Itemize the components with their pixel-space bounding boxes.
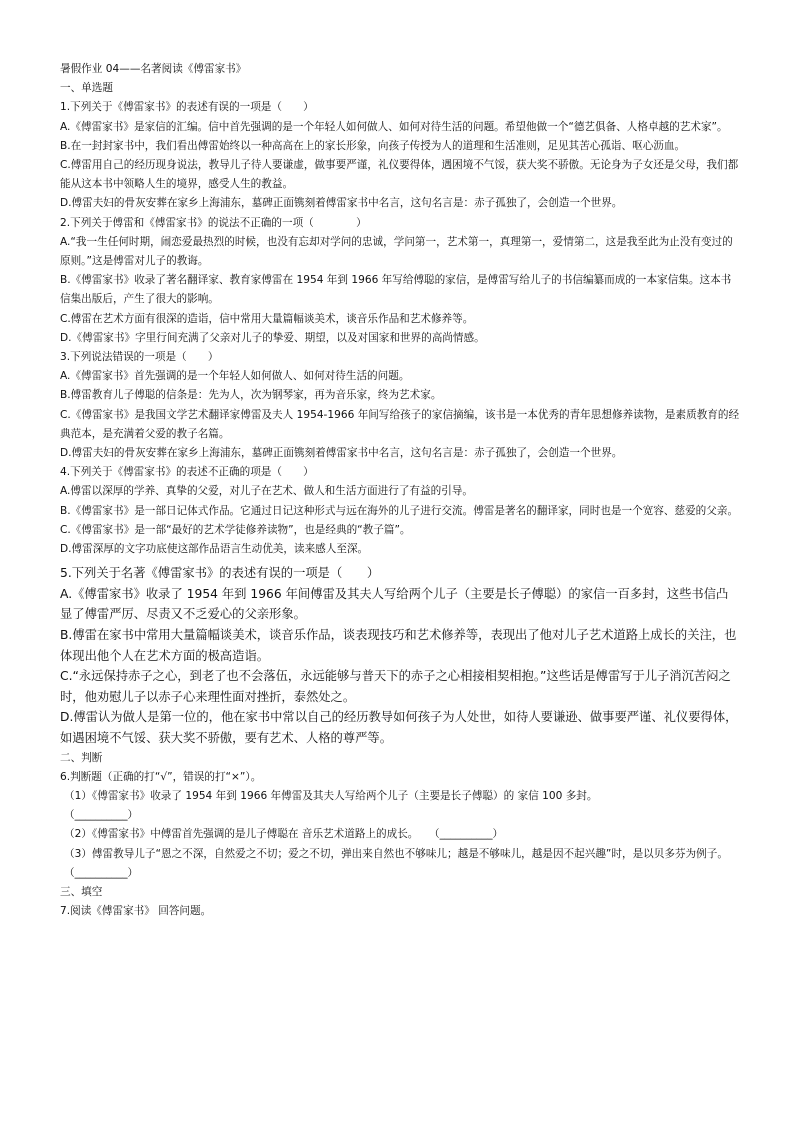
- option-d: D.傅雷夫妇的骨灰安葬在家乡上海浦东，墓碑正面镌刻着傅雷家书中名言，这句名言是：赤子孤独了，会创造一个世界。: [60, 197, 623, 210]
- option-c: C.《傅雷家书》是一部“最好的艺术学徒修养读物”，也是经典的“教子篇”。: [60, 523, 411, 536]
- worksheet-page: [60, 60, 744, 921]
- option-d: D.傅雷深厚的文字功底使这部作品语言生动优美，读来感人至深。: [60, 543, 369, 556]
- option-d: D.《傅雷家书》字里行间充满了父亲对儿子的挚爱、期望，以及对国家和世界的高尚情感。: [60, 331, 485, 344]
- option-d: D.傅雷认为做人是第一位的，他在家书中常以自己的经历教导如何孩子为人处世，如待人要谦逊、做事要严谨、礼仪要得体，如遇困境不气馁、获大奖不骄傲，要有艺术、人格的尊严等。: [60, 710, 738, 746]
- question-stem: 2.下列关于傅雷和《傅雷家书》的说法不正确的一项（ ）: [60, 216, 367, 229]
- question-stem: 3.下列说法错误的一项是（ ）: [60, 351, 219, 364]
- question-stem: 4.下列关于《傅雷家书》的表述不正确的项是（ ）: [60, 466, 314, 479]
- question-stem: 6.判断题（正确的打“√”，错误的打“×”）。: [60, 770, 262, 783]
- option-a: A.傅雷以深厚的学养、真挚的父爱，对儿子在艺术、做人和生活方面进行了有益的引导。: [60, 485, 473, 498]
- option-c: C.傅雷用自己的经历现身说法，教导儿子待人要谦虚，做事要严谨，礼仪要得体，遇困境不气馁，获大奖不骄傲。无论身为子女还是父母，我们都能从这本书中领略人生的境界，感受人生的教益。: [60, 159, 739, 191]
- option-c: C.《傅雷家书》是我国文学艺术翻译家傅雷及夫人 1954-1966 年间写给孩子的家信摘编，该书是一本优秀的青年思想修养读物，是素质教育的经典范本，是充满着父爱的教子名篇。: [60, 408, 740, 440]
- section-heading: 三、填空: [60, 886, 103, 899]
- question-stem: 1.下列关于《傅雷家书》的表述有误的一项是（ ）: [60, 101, 314, 114]
- section-heading: 一、单选题: [60, 82, 113, 95]
- option-c: C.傅雷在艺术方面有很深的造诣，信中常用大量篇幅谈美术，谈音乐作品和艺术修养等。: [60, 312, 474, 325]
- option-a: A.《傅雷家书》首先强调的是一个年轻人如何做人、如何对待生活的问题。: [60, 370, 410, 383]
- question-stem: 7.阅读《傅雷家书》 回答问题。: [60, 905, 212, 918]
- option-b: B.傅雷教育儿子傅聪的信条是：先为人，次为钢琴家，再为音乐家，终为艺术家。: [60, 389, 442, 402]
- option-c: C.“永远保持赤子之心，到老了也不会落伍，永远能够与普天下的赤子之心相接相契相抱。”这些话是傅雷写于儿子消沉苦闷之时，他劝慰儿子以赤子心来理性面对挫折，泰然处之。: [60, 669, 731, 704]
- option-b: B.傅雷在家书中常用大量篇幅谈美术，谈音乐作品，谈表现技巧和艺术修养等，表现出了他对儿子艺术道路上成长的关注，也体现出他个人在艺术方面的极高造诣。: [60, 628, 737, 663]
- judgment-item-1: （1）《傅雷家书》收录了 1954 年到 1966 年傅雷及其夫人写给两个儿子（主要是长子傅聪）的 家信 100 多封。: [64, 790, 598, 803]
- option-b: B.《傅雷家书》收录了著名翻译家、教育家傅雷在 1954 年到 1966 年写给傅聪的家信，是傅雷写给儿子的书信编纂而成的一本家信集。这本书信集出版后，产生了很大的影响。: [60, 274, 732, 306]
- option-a: A.《傅雷家书》收录了 1954 年到 1966 年间傅雷及其夫人写给两个儿子（主要是长子傅聪）的家信一百多封，这些书信凸显了傅雷严厉、尽责又不乏爱心的父亲形象。: [60, 586, 729, 622]
- worksheet-title: 暑假作业 04——名著阅读《傅雷家书》: [60, 63, 247, 75]
- option-b: B.在一封封家书中，我们看出傅雷始终以一种高高在上的家长形象，向孩子传授为人的道理和生活准则，足见其苦心孤诣、呕心沥血。: [60, 139, 686, 152]
- section-heading: 二、判断: [60, 751, 103, 764]
- answer-blank[interactable]: （__________）: [64, 809, 139, 822]
- option-a: A.“我一生任何时期，闹恋爱最热烈的时候，也没有忘却对学问的忠诚，学问第一，艺术第一，真理第一，爱情第二，这是我至此为止没有变过的原则。”这是傅雷对儿子的教诲。: [60, 235, 733, 268]
- option-d: D.傅雷夫妇的骨灰安葬在家乡上海浦东，墓碑正面镌刻着傅雷家书中名言，这句名言是：赤子孤独了，会创造一个世界。: [60, 447, 623, 460]
- judgment-item-3: （3）傅雷教导儿子“恩之不深，自然爱之不切；爱之不切，弹出来自然也不够味儿；越是不够味儿，越是因不起兴趣”时，是以贝多芬为例子。 （__________）: [64, 847, 744, 879]
- option-a: A.《傅雷家书》是家信的汇编。信中首先强调的是一个年轻人如何做人、如何对待生活的问题。希望他做一个“德艺俱备、人格卓越的艺术家”。: [60, 120, 728, 133]
- option-b: B.《傅雷家书》是一部日记体式作品。它通过日记这种形式与远在海外的儿子进行交流。傅雷是著名的翻译家，同时也是一个宽容、慈爱的父亲。: [60, 504, 739, 517]
- judgment-item-2: （2）《傅雷家书》中傅雷首先强调的是儿子傅聪在 音乐艺术道路上的成长。 （__________）: [64, 828, 504, 841]
- question-stem: 5.下列关于名著《傅雷家书》的表述有误的一项是（ ）: [60, 566, 380, 581]
